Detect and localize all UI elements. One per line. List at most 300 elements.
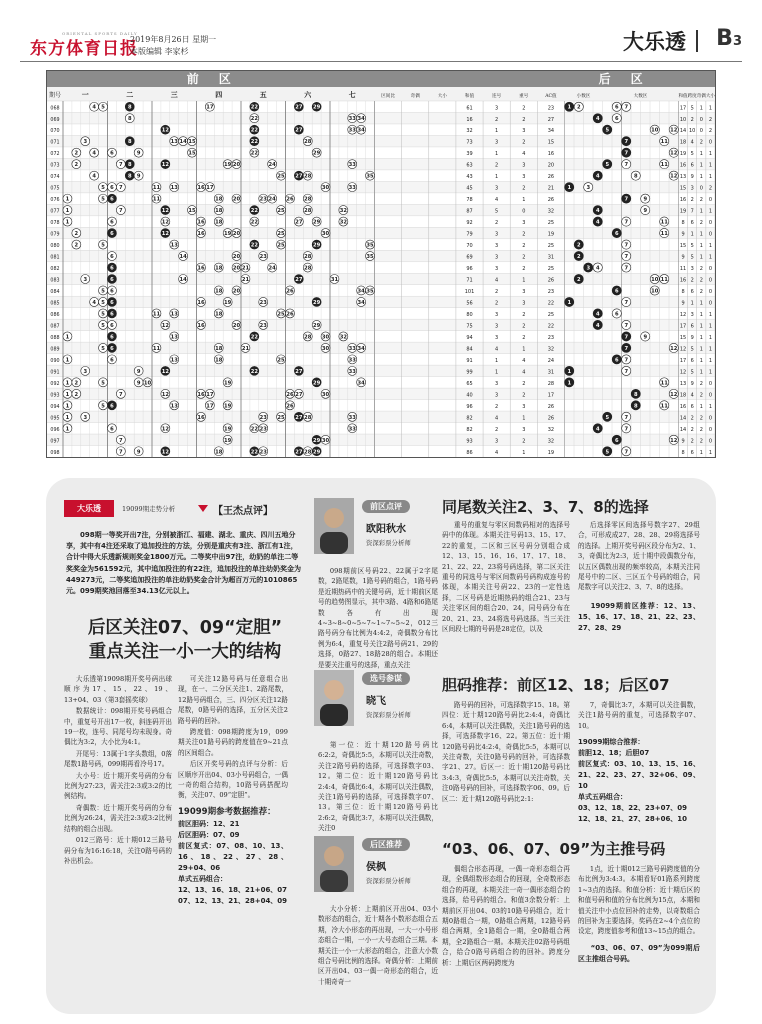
front-ball-number: 13 [170, 403, 178, 410]
back-stats-value: 5 [690, 105, 694, 112]
stats-value: 26 [547, 415, 555, 422]
front-ball-number: 29 [313, 449, 321, 456]
back-stats-value: 9 [681, 231, 685, 238]
back-ball-number: 9 [643, 334, 648, 341]
front-ball-number: 34 [357, 345, 365, 352]
stats-value: 78 [466, 197, 473, 204]
front-ball-number: 5 [101, 322, 105, 329]
recommend-numbers: 12、13、15、16、17、18、21、22、23、27、28、29 [578, 601, 700, 632]
draw-notice: 098期一等奖开出7注，分别被浙江、福建、湖北、重庆、四川五地分享，其中有4注还采取了追加投注的方法，分别是重庆有3注、浙江有1注，合计中得大乐透新规则奖金1800万元。二等奖中出97注，幼奶的单注二等奖奖金为561592元，其中追加投注的有22注，追加投注的单注幼奶奖金为449273元，二等奖追加投注的单注幼奶奖金合计为超百万元的1010865元。099期奖池回落至34.13亿元以上。 [66, 531, 301, 596]
back-ball-number: 10 [651, 288, 659, 295]
front-ball-number: 3 [83, 139, 88, 146]
front-group-label: 七 [348, 90, 356, 99]
stats-value: 1 [522, 415, 526, 422]
expert-name: 欧阳秋水 [366, 524, 406, 535]
back-ball-number: 7 [624, 265, 629, 272]
back-stats-value: 2 [699, 277, 703, 284]
row-stripe [47, 273, 715, 284]
back-ball-number: 6 [614, 288, 619, 295]
stats-value: 56 [466, 300, 473, 307]
back-ball-number: 12 [670, 437, 678, 444]
stats-value: 16 [466, 116, 473, 123]
period-number: 084 [50, 290, 60, 296]
row-stripe [47, 296, 715, 307]
reference-line: 后区胆码：07、09 [178, 830, 240, 839]
stats-value: 22 [547, 300, 555, 307]
article3-col-b [442, 864, 570, 969]
article1-title: 同尾数关注2、3、7、8的选择 [442, 498, 649, 516]
back-stats-value: 14 [679, 415, 687, 422]
back-stats-value: 19 [679, 208, 687, 215]
stats-value: 94 [466, 334, 473, 341]
back-stats-value: 1 [708, 357, 713, 364]
front-ball-number: 3 [83, 277, 88, 283]
back-stats-value: 1 [708, 162, 713, 169]
front-ball-number: 26 [286, 391, 294, 398]
stats-value: 1 [522, 197, 526, 204]
front-ball-number: 5 [101, 104, 105, 111]
front-ball-number: 19 [224, 299, 232, 306]
stats-value: 2 [522, 105, 526, 112]
back-ball-number: 6 [614, 231, 619, 238]
back-stats-value: 12 [679, 311, 687, 318]
front-ball-number: 1 [65, 403, 70, 410]
front-ball-number: 9 [136, 173, 141, 180]
back-ball-number: 7 [624, 322, 629, 329]
back-stats-value: 12 [679, 369, 687, 376]
expert-badge: 后区推荐 [362, 838, 410, 851]
stats-header: 奇偶 [410, 94, 420, 99]
front-ball-number: 1 [65, 208, 70, 215]
row-stripe [47, 411, 715, 422]
front-ball-number: 5 [101, 311, 105, 318]
front-ball-number: 28 [304, 334, 312, 341]
back-stats-value: 1 [708, 334, 713, 341]
front-ball-number: 20 [232, 322, 241, 329]
front-ball-number: 8 [127, 104, 132, 111]
front-ball-number: 7 [119, 185, 123, 192]
stats-value: 96 [466, 266, 473, 273]
front-ball-number: 32 [339, 219, 347, 226]
back-stats-value: 4 [690, 392, 694, 399]
front-ball-number: 35 [366, 254, 374, 261]
stats-value: 3 [495, 139, 499, 146]
stats-value: 31 [547, 369, 555, 376]
back-stats-value: 17 [679, 323, 687, 330]
stats-value: 39 [466, 151, 473, 158]
front-ball-number: 2 [74, 391, 79, 398]
front-ball-number: 6 [110, 265, 114, 272]
period-number: 088 [50, 335, 60, 341]
stats-value: 16 [547, 151, 555, 158]
front-ball-number: 26 [286, 403, 294, 410]
front-ball-number: 28 [304, 173, 312, 180]
expert-photo [314, 498, 354, 554]
front-ball-number: 7 [119, 449, 123, 456]
back-stats-value: 2 [699, 197, 703, 204]
stats-value: 3 [495, 231, 499, 238]
back-ball-number: 1 [567, 104, 572, 111]
back-ball-number: 5 [605, 127, 610, 134]
stats-value: 3 [522, 289, 526, 296]
front-ball-number: 22 [250, 219, 258, 226]
front-ball-number: 2 [74, 150, 79, 157]
front-ball-number: 16 [197, 265, 205, 272]
back-stats-value: 10 [689, 128, 696, 135]
stats-value: 3 [495, 334, 499, 341]
front-ball-number: 18 [215, 196, 223, 203]
stats-value: 3 [495, 438, 499, 445]
stats-value: 26 [547, 197, 555, 204]
front-ball-number: 4 [92, 299, 96, 306]
paragraph: 可关注12路号码与任意组合出现，在一、二分区关注1、2路尾数，12路号码组合，三、四分区关注12路尾数，0路号码的选择，五分区关注2路号码的回补。 [178, 675, 288, 725]
row-stripe [47, 181, 715, 192]
newspaper-logo-sub: ORIENTAL SPORTS DAILY [62, 31, 138, 36]
recommend-line: 前区复式：03、10、13、15、16、21、22、23、27、32+06、09、10 [578, 760, 700, 791]
article1-col-c [578, 520, 700, 634]
front-ball-number: 32 [339, 334, 347, 341]
back-ball-number: 2 [576, 277, 581, 283]
front-ball-number: 20 [232, 254, 241, 261]
front-ball-number: 33 [348, 116, 356, 123]
row-stripe [47, 365, 715, 376]
article1-col-b [442, 520, 570, 635]
back-stats-value: 9 [681, 438, 685, 445]
expert-photo [314, 670, 354, 726]
back-stats-value: 2 [699, 426, 703, 433]
stats-value: 3 [495, 266, 499, 273]
expert-name: 侯枫 [366, 862, 386, 873]
front-ball-number: 17 [206, 391, 214, 398]
back-stats-value: 9 [690, 174, 694, 181]
back-ball-number: 7 [624, 368, 629, 375]
stats-value: 15 [547, 139, 555, 146]
front-ball-number: 7 [119, 208, 123, 215]
back-stats-value: 1 [699, 403, 703, 410]
article1-col-a [318, 566, 438, 671]
front-ball-number: 29 [313, 219, 321, 226]
front-ball-number: 9 [136, 449, 141, 456]
front-ball-number: 34 [357, 380, 365, 387]
back-stats-value: 2 [699, 392, 703, 399]
stats-value: 2 [522, 231, 526, 238]
back-stats-value: 6 [690, 403, 694, 410]
front-ball-number: 12 [161, 368, 169, 375]
front-ball-number: 15 [188, 150, 196, 157]
reference-line: 前区复式：07、08、10、13、16、18、22、27、28、29+04、06 [178, 841, 288, 872]
paragraph: 奇偶数：近十期开奖号码的分布比例为26:24，需关注2:3或3:2比例结构的组合出现。 [64, 803, 172, 833]
back-ball-number: 2 [576, 242, 581, 249]
front-ball-number: 1 [65, 219, 70, 226]
back-stats-value: 0 [708, 266, 713, 273]
paragraph: 大小分析：上期前区开出04、03小数形态的组合，近十期各小数形态组合五期，冷大小形态的再出现，一大一小号形态组合一期，一小一大号态组合三期。本期关注一小一大形态的组合，注意大小数组合号码比例的选择。奇偶分析：上期前区开出04、03一偶一奇形态的组合，近十期奇奇一 [318, 905, 438, 986]
back-ball-number: 4 [595, 219, 600, 226]
front-ball-number: 12 [161, 391, 169, 398]
stats-value: 4 [495, 277, 499, 284]
back-stats-value: 3 [690, 266, 694, 273]
back-ball-number: 7 [624, 150, 629, 157]
stats-value: 27 [547, 116, 555, 123]
period-number: 086 [50, 312, 60, 318]
front-ball-number: 1 [65, 414, 70, 421]
back-ball-number: 3 [586, 185, 591, 192]
front-ball-number: 27 [295, 449, 303, 456]
back-stats-value: 17 [679, 357, 687, 364]
front-ball-number: 5 [101, 196, 105, 203]
back-ball-number: 7 [624, 254, 629, 261]
back-ball-number: 12 [670, 127, 678, 134]
stats-value: 2 [495, 300, 499, 307]
back-stats-value: 2 [699, 380, 703, 387]
front-ball-number: 33 [348, 185, 356, 192]
front-ball-number: 29 [313, 299, 321, 306]
front-ball-number: 31 [330, 277, 339, 283]
period-number: 079 [50, 232, 60, 238]
front-ball-number: 12 [161, 219, 169, 226]
stats-value: 32 [547, 208, 555, 215]
back-ball-number: 3 [586, 265, 591, 272]
stats-value: 4 [495, 346, 499, 353]
stats-value: 93 [466, 438, 473, 445]
front-ball-number: 27 [295, 368, 303, 375]
back-stats-value: 8 [681, 289, 685, 296]
back-ball-number: 4 [595, 208, 600, 215]
back-stats-value: 1 [699, 449, 703, 456]
front-ball-number: 25 [277, 357, 285, 364]
stats-value: 21 [547, 185, 555, 192]
front-ball-number: 5 [101, 403, 105, 410]
stats-value: 3 [495, 243, 499, 250]
back-ball-number: 7 [624, 299, 629, 306]
headline-line-2: 重点关注一小一大的结构 [88, 642, 282, 662]
stats-value: 82 [466, 415, 473, 422]
front-ball-number: 25 [277, 231, 285, 238]
front-ball-number: 4 [92, 150, 96, 157]
front-ball-number: 1 [65, 196, 70, 203]
front-ball-number: 20 [232, 162, 241, 169]
front-ball-number: 27 [295, 127, 303, 134]
recommend-line: 前胆12、18；后胆07 [578, 749, 650, 758]
front-ball-number: 9 [136, 380, 141, 387]
stats-value: 3 [495, 311, 499, 318]
stats-value: 73 [466, 139, 473, 146]
article1-recommend [578, 601, 700, 634]
back-stats-value: 0 [708, 139, 713, 146]
back-stats-value: 1 [708, 311, 713, 318]
front-ball-number: 2 [74, 380, 79, 387]
back-stats-value: 2 [690, 438, 694, 445]
arrow-down-icon [198, 505, 208, 512]
front-ball-number: 29 [313, 104, 321, 111]
front-ball-number: 35 [366, 288, 374, 295]
front-ball-number: 6 [110, 357, 114, 364]
stats-value: 1 [495, 369, 499, 376]
period-number: 093 [50, 393, 60, 399]
front-ball-number: 24 [268, 265, 276, 272]
stats-value: 32 [547, 438, 555, 445]
stats-value: 40 [466, 392, 473, 399]
front-ball-number: 6 [110, 277, 114, 283]
front-ball-number: 11 [152, 311, 161, 318]
stats-value: 2 [522, 243, 526, 250]
stats-value: 0 [522, 208, 526, 215]
back-ball-number: 2 [576, 254, 581, 261]
row-stripe [47, 388, 715, 399]
front-ball-number: 2 [74, 231, 79, 238]
stats-value: 2 [522, 438, 526, 445]
back-ball-number: 7 [624, 345, 629, 352]
front-ball-number: 19 [224, 437, 232, 444]
back-stats-value: 2 [690, 277, 694, 284]
stats-value: 99 [466, 369, 473, 376]
front-ball-number: 35 [366, 242, 374, 249]
stats-value: 2 [522, 323, 526, 330]
front-ball-number: 17 [206, 185, 214, 192]
back-stats-value: 6 [690, 220, 694, 227]
paragraph: 重号的重复与零区间数码相对的选择号码中的体现。本期关注号码13、15、17、22的重复，二区和三区号码分别组合成12、13、15、16、16、17、17、18、21、22、22、23将号码选择，第二区关注重号的同选号与零区间数码号码构成连号的体现，本期关注号码22、23的一定性选择，二区号码是近期热码的组合21、23与关注零区间的组合20、24，同号码分布在20、21、23、24将选号码选择。当三关注区间段七期的号码是28定位，以及 [442, 521, 570, 634]
front-group-label: 二 [126, 90, 134, 99]
back-ball-number: 4 [595, 311, 600, 318]
period-number: 090 [50, 358, 60, 364]
front-ball-number: 14 [179, 277, 187, 283]
row-stripe [47, 319, 715, 330]
back-stats-value: 14 [679, 426, 687, 433]
back-stats-value: 1 [699, 162, 703, 169]
front-ball-number: 1 [65, 426, 70, 433]
back-ball-number: 7 [624, 219, 629, 226]
stats-value: 3 [522, 220, 526, 227]
back-ball-number: 1 [567, 380, 572, 387]
front-ball-number: 17 [206, 104, 214, 111]
section-divider [696, 30, 698, 52]
front-ball-number: 22 [250, 116, 258, 123]
back-stats-value: 9 [690, 334, 694, 341]
headline-line-1: 后区关注07、09“定胆” [87, 618, 283, 638]
back-stats-value: 1 [699, 254, 703, 261]
back-ball-number: 12 [670, 345, 678, 352]
reference-line: 12、13、16、18、21+06、07 [178, 885, 288, 894]
front-ball-number: 13 [170, 139, 178, 146]
back-stats-value: 2 [690, 116, 694, 123]
front-ball-number: 16 [197, 391, 205, 398]
front-ball-number: 26 [286, 288, 294, 295]
front-ball-number: 6 [110, 288, 114, 295]
back-stats-value: 16 [679, 162, 687, 169]
stats-value: 23 [547, 105, 555, 112]
period-number: 080 [50, 244, 60, 250]
back-header: 跨度 [687, 94, 697, 99]
back-stats-value: 3 [690, 311, 694, 318]
front-ball-number: 33 [348, 127, 356, 134]
article2-col-a [442, 700, 570, 805]
back-stats-value: 1 [708, 403, 713, 410]
back-stats-value: 1 [699, 346, 703, 353]
expert-card [314, 836, 444, 896]
back-stats-value: 1 [708, 449, 713, 456]
back-ball-number: 11 [660, 277, 668, 283]
front-ball-number: 7 [119, 391, 123, 398]
front-ball-number: 22 [250, 127, 258, 134]
back-stats-value: 2 [708, 128, 713, 135]
back-stats-value: 16 [679, 197, 687, 204]
front-ball-number: 20 [232, 196, 241, 203]
front-ball-number: 23 [259, 449, 267, 456]
front-ball-number: 28 [304, 196, 312, 203]
back-stats-value: 8 [681, 449, 685, 456]
row-stripe [47, 250, 715, 261]
back-area-title: 后区 [598, 72, 663, 86]
front-ball-number: 3 [83, 414, 88, 421]
stats-header: AC值 [545, 94, 557, 99]
stats-value: 87 [466, 208, 473, 215]
stats-value: 2 [522, 380, 526, 387]
front-ball-number: 23 [259, 254, 267, 261]
back-ball-number: 12 [670, 391, 678, 398]
back-ball-number: 12 [670, 173, 678, 180]
row-stripe [47, 204, 715, 215]
period-number: 081 [50, 255, 60, 261]
stats-value: 32 [547, 346, 555, 353]
stats-value: 96 [466, 403, 473, 410]
back-stats-value: 1 [699, 300, 703, 307]
front-ball-number: 30 [321, 345, 330, 352]
stats-value: 91 [466, 357, 473, 364]
expert-badge: 前区点评 [362, 500, 410, 513]
stats-header: 重号 [519, 94, 529, 99]
stats-value: 25 [547, 266, 555, 273]
paragraph: 第一位：近十期120路号码比6:2:2，奇偶比5:5，本期可以关注奇数，关注2路号码的选择，可选择数字03、12。第二位：近十期120路号码比2:4:4，奇偶比6:4，本期可以关注偶数，关注1路号码的选择，可选择数字07、13。第三位：近十期120路号码比2:6:2，奇偶比3:7，本期可以关注偶数，关注0 [318, 741, 438, 833]
front-ball-number: 19 [224, 231, 232, 238]
stats-value: 24 [547, 357, 555, 364]
back-stats-value: 13 [679, 380, 687, 387]
back-ball-number: 6 [614, 437, 619, 444]
back-stats-value: 1 [708, 151, 713, 158]
back-stats-value: 5 [690, 243, 694, 250]
front-ball-number: 29 [313, 322, 321, 329]
period-number: 074 [50, 175, 60, 181]
stats-value: 2 [522, 254, 526, 261]
front-ball-number: 9 [136, 150, 141, 157]
article2-recommend [578, 737, 700, 825]
front-ball-number: 24 [268, 196, 276, 203]
front-ball-number: 29 [313, 150, 321, 157]
period-number: 089 [50, 347, 60, 353]
back-ball-number: 7 [624, 242, 629, 249]
front-ball-number: 28 [304, 139, 312, 146]
back-stats-value: 1 [699, 369, 703, 376]
period-header: 期号 [48, 92, 62, 99]
stats-value: 2 [495, 116, 499, 123]
back-stats-value: 9 [681, 254, 685, 261]
trend-chart-svg [47, 71, 715, 457]
stats-value: 5 [495, 208, 499, 215]
stats-value: 26 [547, 403, 555, 410]
front-ball-number: 35 [366, 173, 374, 180]
front-ball-number: 14 [179, 254, 187, 261]
back-header: 奇偶 [696, 94, 706, 99]
period-number: 070 [50, 129, 60, 135]
back-stats-value: 1 [699, 243, 703, 250]
back-ball-number: 7 [624, 414, 629, 421]
front-ball-number: 28 [304, 254, 312, 261]
period-number: 078 [50, 221, 60, 227]
front-ball-number: 18 [215, 288, 223, 295]
back-stats-value: 0 [708, 426, 713, 433]
stats-value: 1 [522, 449, 526, 456]
back-ball-number: 2 [576, 104, 581, 111]
front-ball-number: 9 [136, 368, 141, 375]
front-ball-number: 22 [250, 368, 258, 375]
